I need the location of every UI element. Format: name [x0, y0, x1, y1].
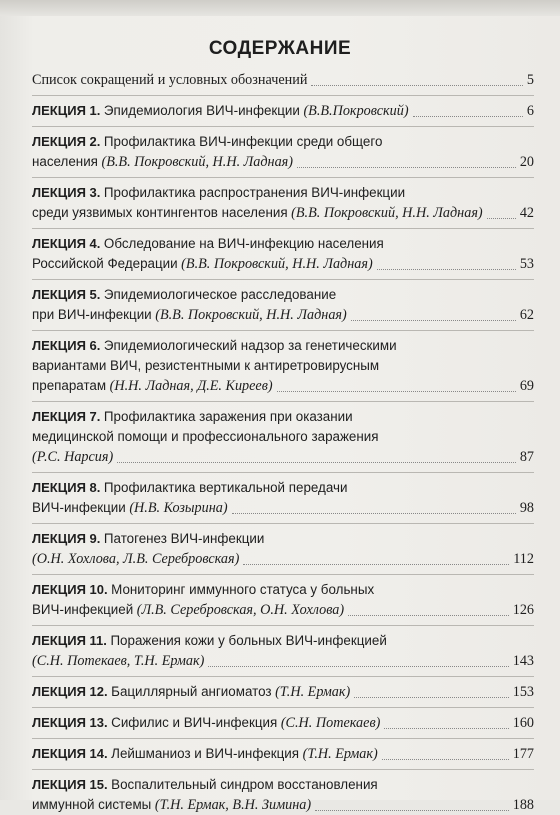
lecture-title-line: Мониторинг иммунного статуса у больных — [111, 582, 375, 597]
lecture-number: ЛЕКЦИЯ 10. — [32, 582, 108, 597]
lecture-title-line: Эпидемиологический надзор за генетическими — [103, 338, 397, 353]
toc-entry-lecture-4[interactable] — [32, 234, 534, 274]
lecture-title-line: препаратам — [32, 378, 107, 393]
separator-line — [32, 177, 534, 178]
toc-entry-text — [32, 795, 311, 815]
lecture-authors: (С.Н. Потекаев, Т.Н. Ермак) — [32, 653, 205, 669]
toc-entry-line — [32, 152, 534, 172]
toc-entry-text — [32, 498, 228, 518]
lecture-title-line: Профилактика заражения при оказании — [103, 409, 353, 424]
lecture-authors: (В.В. Покровский, Н.Н. Ладная) — [291, 205, 483, 221]
lecture-authors: (В.В. Покровский, Н.Н. Ладная) — [155, 307, 347, 323]
separator-line — [32, 769, 534, 770]
toc-entry-lecture-13[interactable] — [32, 713, 534, 733]
lecture-authors: (С.Н. Потекаев) — [280, 715, 381, 731]
separator-line — [32, 707, 534, 708]
toc-entry-text — [32, 236, 384, 252]
toc-entry-line — [32, 549, 534, 569]
lecture-title-line: Профилактика распространения ВИЧ-инфекции — [103, 185, 406, 200]
toc-entry-text — [32, 152, 293, 172]
toc-page-number: 53 — [519, 256, 534, 272]
lecture-authors: (В.В. Покровский, Н.Н. Ладная) — [181, 256, 373, 272]
toc-page-number: 126 — [512, 602, 534, 618]
toc-entry-text — [32, 633, 387, 649]
toc-entry-line — [32, 285, 534, 305]
toc-page-number: 188 — [512, 797, 534, 813]
lecture-number: ЛЕКЦИЯ 8. — [32, 480, 101, 495]
lecture-authors: (Т.Н. Ермак) — [302, 746, 378, 762]
toc-entry-line — [32, 529, 534, 549]
toc-entry-lecture-12[interactable] — [32, 682, 534, 702]
lecture-list — [32, 95, 534, 815]
toc-entry-abbreviations[interactable] — [32, 70, 534, 90]
toc-page-number: 98 — [519, 500, 534, 516]
toc-page-number: 62 — [519, 307, 534, 323]
toc-entry-lecture-14[interactable] — [32, 744, 534, 764]
toc-entry-line — [32, 651, 534, 671]
lecture-title-line: Воспалительный синдром восстановления — [111, 777, 378, 792]
dot-leader — [348, 614, 509, 616]
toc-entry-line — [32, 356, 534, 376]
dot-leader — [413, 115, 523, 117]
toc-entry-text — [32, 203, 483, 223]
lecture-title-line: при ВИЧ-инфекции — [32, 307, 152, 322]
separator-line — [32, 228, 534, 229]
lecture-number: ЛЕКЦИЯ 5. — [32, 287, 101, 302]
toc-entry-line — [32, 795, 534, 815]
lecture-number: ЛЕКЦИЯ 7. — [32, 409, 101, 424]
separator-line — [32, 126, 534, 127]
toc-entry-line — [32, 101, 534, 121]
toc-entry-text — [32, 287, 336, 303]
toc-entry-line — [32, 580, 534, 600]
toc-entry-line — [32, 631, 534, 651]
toc-page-number: 87 — [519, 449, 534, 465]
toc-entry-line — [32, 713, 534, 733]
toc-entry-lecture-1[interactable] — [32, 101, 534, 121]
separator-line — [32, 574, 534, 575]
toc-entry-text — [32, 409, 353, 425]
lecture-title-line: Эпидемиология ВИЧ-инфекции — [103, 103, 300, 118]
lecture-authors: (Т.Н. Ермак) — [275, 684, 351, 700]
separator-line — [32, 279, 534, 280]
dot-leader — [351, 319, 516, 321]
lecture-title-line: Лейшманиоз и ВИЧ-инфекция — [111, 746, 300, 761]
lecture-title-line: ВИЧ-инфекцией — [32, 602, 134, 617]
page-top-edge — [0, 0, 560, 16]
toc-entry-text — [32, 429, 379, 445]
lecture-title-line: медицинской помощи и профессионального заражения — [32, 429, 379, 444]
toc-page-number: 153 — [512, 684, 534, 700]
toc-entry-text — [32, 682, 350, 702]
toc-entry-text — [32, 134, 382, 150]
toc-entry-text — [32, 254, 373, 274]
toc-entry-text — [32, 600, 344, 620]
separator-line — [32, 523, 534, 524]
toc-entry-lecture-5[interactable] — [32, 285, 534, 325]
separator-line — [32, 330, 534, 331]
toc-entry-lecture-2[interactable] — [32, 132, 534, 172]
separator-line — [32, 401, 534, 402]
lecture-number: ЛЕКЦИЯ 2. — [32, 134, 101, 149]
lecture-number: ЛЕКЦИЯ 14. — [32, 746, 108, 761]
dot-leader — [384, 727, 508, 729]
lecture-authors: (Т.Н. Ермак, В.Н. Зимина) — [154, 797, 312, 813]
lecture-title-line: Сифилис и ВИЧ-инфекция — [111, 715, 278, 730]
lecture-title-line: населения — [32, 154, 98, 169]
toc-page-number: 5 — [526, 72, 534, 88]
dot-leader — [354, 696, 508, 698]
toc-entry-line — [32, 775, 534, 795]
toc-entry-line — [32, 447, 534, 467]
toc-entry-line — [32, 427, 534, 447]
lecture-title-line: ВИЧ-инфекции — [32, 500, 126, 515]
toc-entry-text: Список сокращений и условных обозначений — [32, 72, 308, 88]
lecture-title-line: Обследование на ВИЧ-инфекцию населения — [103, 236, 384, 251]
lecture-authors: (О.Н. Хохлова, Л.В. Серебровская) — [32, 551, 240, 567]
toc-entry-text — [32, 744, 378, 764]
toc-entry-line — [32, 203, 534, 223]
separator-line — [32, 676, 534, 677]
toc-page-number: 177 — [512, 746, 534, 762]
dot-leader — [208, 665, 508, 667]
lecture-number: ЛЕКЦИЯ 3. — [32, 185, 101, 200]
toc-page-number: 6 — [526, 103, 534, 119]
lecture-title-line: Российской Федерации — [32, 256, 178, 271]
toc-page-number: 42 — [519, 205, 534, 221]
lecture-authors: (Н.В. Козырина) — [129, 500, 228, 516]
toc-entry-line — [32, 336, 534, 356]
toc-entry-line — [32, 376, 534, 396]
lecture-title-line: Поражения кожи у больных ВИЧ-инфекцией — [110, 633, 387, 648]
toc-entry-text — [32, 101, 409, 121]
toc-entry-line — [32, 478, 534, 498]
lecture-number: ЛЕКЦИЯ 12. — [32, 684, 108, 699]
dot-leader — [382, 758, 509, 760]
dot-leader — [277, 390, 516, 392]
lecture-number: ЛЕКЦИЯ 11. — [32, 633, 107, 648]
toc-entry-line — [32, 183, 534, 203]
toc-page-number: 160 — [512, 715, 534, 731]
toc-entry-text — [32, 651, 204, 671]
toc-entry-text — [32, 531, 264, 547]
lecture-authors: (Л.В. Серебровская, О.Н. Хохлова) — [136, 602, 345, 618]
toc-entry-line — [32, 132, 534, 152]
dot-leader — [377, 268, 516, 270]
toc-entry-line — [32, 682, 534, 702]
dot-leader — [117, 461, 516, 463]
dot-leader — [315, 809, 509, 811]
lecture-title-line: среди уязвимых контингентов населения — [32, 205, 288, 220]
toc-entry-lecture-10[interactable] — [32, 580, 534, 620]
lecture-title-line: Профилактика ВИЧ-инфекции среди общего — [103, 134, 383, 149]
toc-entry-lecture-11[interactable] — [32, 631, 534, 671]
lecture-title-line: Эпидемиологическое расследование — [103, 287, 337, 302]
lecture-authors: (Р.С. Нарсия) — [32, 449, 114, 465]
dot-leader — [487, 217, 516, 219]
table-of-contents — [32, 70, 534, 815]
toc-entry-line — [32, 254, 534, 274]
toc-entry-text — [32, 305, 347, 325]
toc-entry-text — [32, 376, 273, 396]
lecture-title-line: Бациллярный ангиоматоз — [111, 684, 272, 699]
toc-entry-lecture-9[interactable] — [32, 529, 534, 569]
toc-entry-lecture-3[interactable] — [32, 183, 534, 223]
lecture-title-line: вариантами ВИЧ, резистентными к антиретровирусным — [32, 358, 380, 373]
lecture-title-line: иммунной системы — [32, 797, 152, 812]
toc-entry-text — [32, 777, 378, 793]
separator-line — [32, 472, 534, 473]
toc-entry-text — [32, 338, 397, 354]
toc-entry-text — [32, 185, 405, 201]
toc-entry-line — [32, 234, 534, 254]
lecture-title-line: Патогенез ВИЧ-инфекции — [103, 531, 265, 546]
lecture-number: ЛЕКЦИЯ 15. — [32, 777, 108, 792]
toc-entry-text — [32, 582, 374, 598]
lecture-number: ЛЕКЦИЯ 13. — [32, 715, 108, 730]
toc-entry-lecture-8[interactable] — [32, 478, 534, 518]
toc-entry-text — [32, 713, 380, 733]
separator-line — [32, 625, 534, 626]
toc-page-number: 69 — [519, 378, 534, 394]
separator-line — [32, 95, 534, 96]
dot-leader — [232, 512, 516, 514]
toc-page-number: 143 — [512, 653, 534, 669]
toc-entry-line — [32, 498, 534, 518]
dot-leader — [243, 563, 509, 565]
toc-page-number: 20 — [519, 154, 534, 170]
dot-leader — [297, 166, 516, 168]
toc-entry-lecture-15[interactable] — [32, 775, 534, 815]
toc-entry-text — [32, 480, 347, 496]
toc-entry-lecture-7[interactable] — [32, 407, 534, 467]
lecture-number: ЛЕКЦИЯ 6. — [32, 338, 101, 353]
toc-entry-text — [32, 549, 239, 569]
lecture-authors: (В.В. Покровский, Н.Н. Ладная) — [101, 154, 293, 170]
toc-entry-line — [32, 305, 534, 325]
lecture-title-line: Профилактика вертикальной передачи — [103, 480, 348, 495]
toc-entry-line — [32, 407, 534, 427]
dot-leader — [311, 84, 522, 86]
toc-entry-line — [32, 744, 534, 764]
lecture-authors: (В.В.Покровский) — [303, 103, 409, 119]
page-title: СОДЕРЖАНИЕ — [208, 38, 352, 59]
toc-entry-text — [32, 447, 113, 467]
lecture-number: ЛЕКЦИЯ 1. — [32, 103, 101, 118]
lecture-number: ЛЕКЦИЯ 9. — [32, 531, 101, 546]
toc-entry-text — [32, 358, 379, 374]
toc-entry-lecture-6[interactable] — [32, 336, 534, 396]
toc-entry-line — [32, 600, 534, 620]
separator-line — [32, 738, 534, 739]
lecture-authors: (Н.Н. Ладная, Д.Е. Киреев) — [109, 378, 273, 394]
toc-page-number: 112 — [513, 551, 534, 567]
lecture-number: ЛЕКЦИЯ 4. — [32, 236, 101, 251]
